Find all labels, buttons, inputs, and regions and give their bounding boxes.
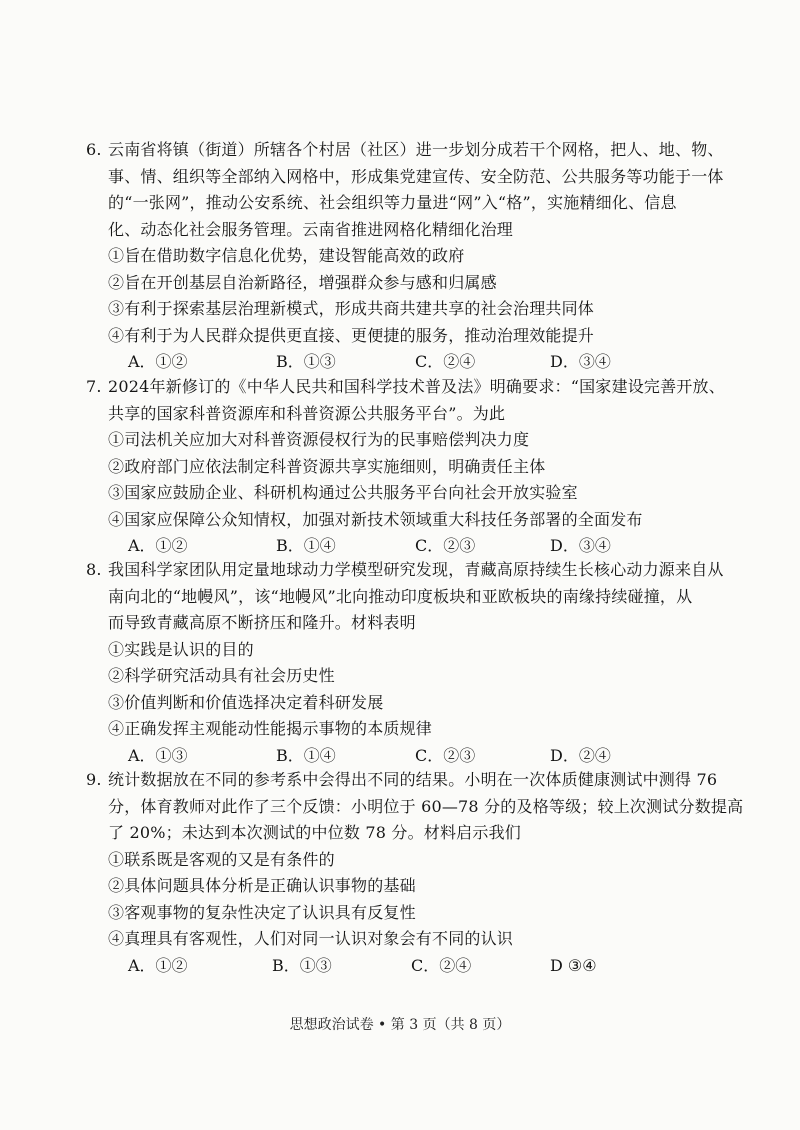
option-b[interactable]: B．①④ [276,745,336,765]
question-stem-line: 分，体育教师对此作了三个反馈：小明位于 60—78 分的及格等级；较上次测试分数提高 [108,796,744,816]
option-c[interactable]: C．②④ [411,955,472,975]
question-stem-line: 南向北的“地幔风”，该“地幔风”北向推动印度板块和亚欧板块的南缘持续碰撞，从 [108,586,693,606]
option-b[interactable]: B．①③ [272,955,332,975]
question-stem-line: 事、情、组织等全部纳入网格中，形成集党建宣传、安全防范、公共服务等功能于一体 [108,166,724,186]
answer-options [108,349,708,376]
answer-options [108,743,708,770]
answer-options [108,953,708,980]
page-footer: 思想政治试卷 • 第 3 页（共 8 页） [289,1017,511,1033]
question-stem-line: 7. 2024年新修订的《中华人民共和国科学技术普及法》明确要求：“国家建设完善开放、 [108,374,708,401]
answer-options [108,533,708,560]
option-b[interactable]: B．①③ [276,352,336,371]
question-number: 9. [86,770,102,789]
option-c[interactable]: C．②③ [415,536,476,555]
option-a[interactable]: A．①② [128,352,188,371]
question-stem-line: 了 20%；未达到本次测试的中位数 78 分。材料启示我们 [108,823,521,842]
question-stem-line: 而导致青藏高原不断挤压和隆升。材料表明 [108,613,416,632]
option-a[interactable]: A．①② [128,955,188,975]
question-8 [86,557,724,770]
statement-item: ②旨在开创基层自治新路径，增强群众参与感和归属感 [108,272,497,292]
option-d[interactable]: D．③④ [550,352,611,371]
option-c[interactable]: C．②④ [415,352,476,371]
question-stem-line: 8. 我国科学家团队用定量地球动力学模型研究发现，青藏高原持续生长核心动力源来自从 [108,557,708,584]
option-b[interactable]: B．①④ [276,536,336,555]
question-stem-line: 的“一张网”，推动公安系统、社会组织等力量进“网”入“格”，实施精细化、信息 [108,193,677,212]
statement-item: ③国家应鼓励企业、科研机构通过公共服务平台向社会开放实验室 [108,483,578,502]
question-number: 6. [86,140,102,159]
question-stem-line: 6. 云南省将镇（街道）所辖各个村居（社区）进一步划分成若干个网格，把人、地、物、 [108,137,708,164]
question-number: 8. [86,560,102,579]
statement-item: ③有利于探索基层治理新模式，形成共商共建共享的社会治理共同体 [108,299,595,318]
option-d[interactable]: D．②④ [550,745,611,765]
question-7 [86,374,725,560]
statement-item: ④国家应保障公众知情权，加强对新技术领域重大科技任务部署的全面发布 [108,509,643,529]
statement-item: ①旨在借助数字信息化优势，建设智能高效的政府 [108,246,465,265]
statement-item: ①联系既是客观的又是有条件的 [108,849,335,869]
option-c[interactable]: C．②③ [415,745,476,765]
question-number: 7. [86,377,102,396]
question-9 [86,767,744,980]
statement-item: ④真理具有客观性，人们对同一认识对象会有不同的认识 [108,929,514,948]
question-stem-line: 9. 统计数据放在不同的参考系中会得出不同的结果。小明在一次体质健康测试中测得 76 [108,767,708,794]
option-a[interactable]: A．①③ [128,745,188,765]
statement-item: ③价值判断和价值选择决定着科研发展 [108,692,384,712]
statement-item: ①实践是认识的目的 [108,639,254,659]
statement-item: ②具体问题具体分析是正确认识事物的基础 [108,876,416,895]
option-d[interactable]: D ③④ [550,955,597,975]
statement-item: ④有利于为人民群众提供更直接、更便捷的服务，推动治理效能提升 [108,325,595,345]
statement-item: ④正确发挥主观能动性能揭示事物的本质规律 [108,719,433,738]
option-d[interactable]: D．③④ [550,536,611,555]
statement-item: ②政府部门应依法制定科普资源共享实施细则，明确责任主体 [108,456,546,476]
question-6 [86,137,724,376]
statement-item: ③客观事物的复杂性决定了认识具有反复性 [108,902,416,922]
option-a[interactable]: A．①② [128,536,188,555]
question-stem-line: 共享的国家科普资源库和科普资源公共服务平台”。为此 [108,403,506,423]
question-stem-line: 化、动态化社会服务管理。云南省推进网格化精细化治理 [108,219,514,239]
statement-item: ②科学研究活动具有社会历史性 [108,666,335,685]
statement-item: ①司法机关应加大对科普资源侵权行为的民事赔偿判决力度 [108,430,530,449]
